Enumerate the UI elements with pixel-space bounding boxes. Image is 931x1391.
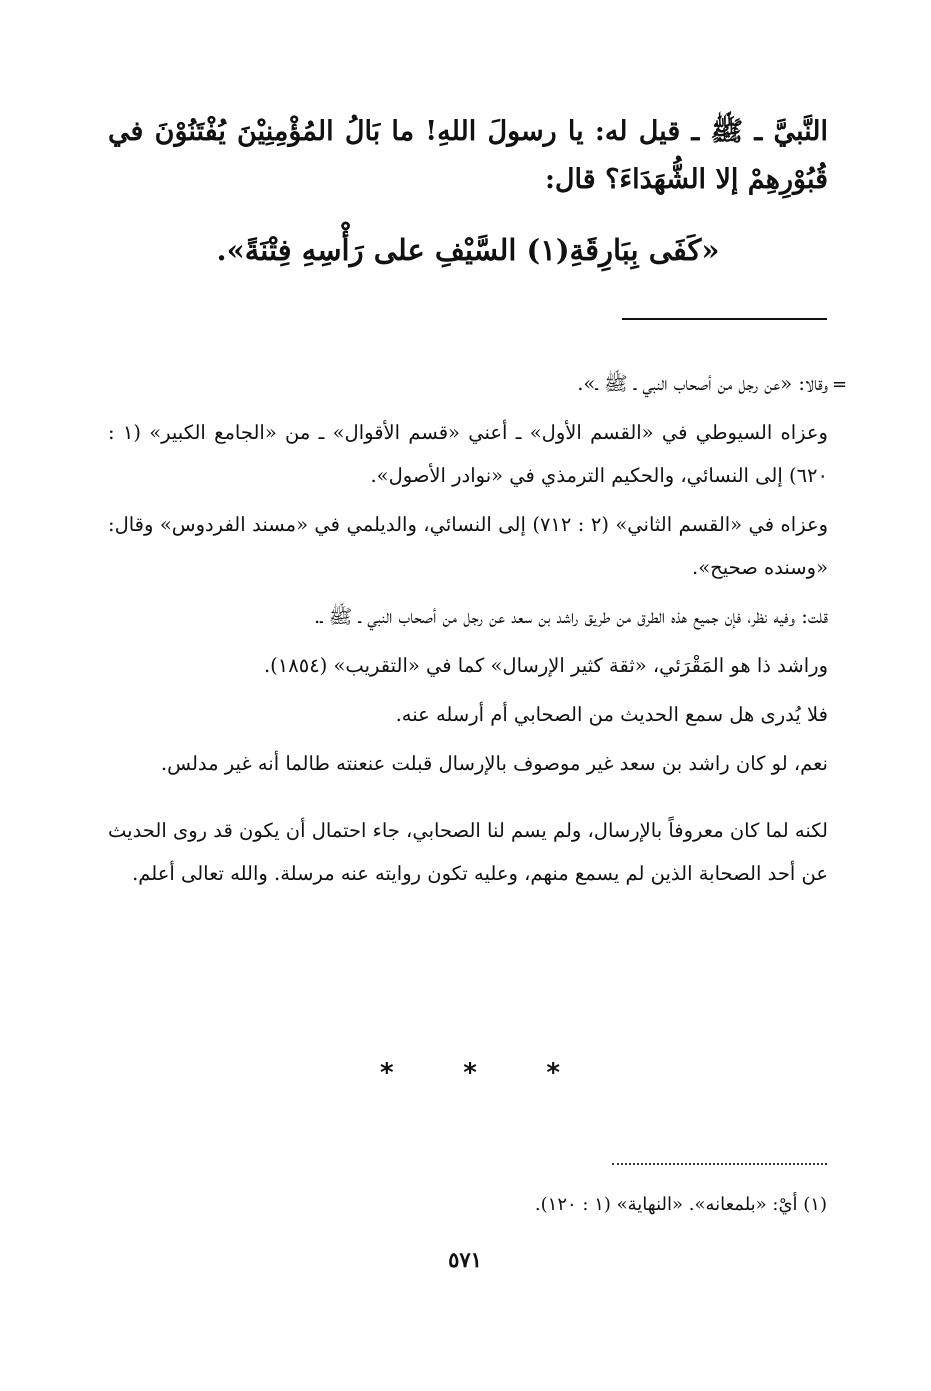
section-divider-stars (380, 1058, 560, 1088)
note-paragraph: قلت: وفيه نظر، فإن جميع هذه الطرق من طريق راشد بن سعد عن رجل من أصحاب النبي ـ ﷺ ـ. (313, 605, 828, 628)
continuation-mark: = (832, 374, 848, 395)
hadith-quote: «كَفَى بِبَارِقَةِ(١) السَّيْفِ على رَأْسِهِ فِتْنَةً». (216, 233, 720, 267)
note-paragraph: وعزاه في «القسم الثاني» (٢ : ٧١٢) إلى النسائي، والديلمي في «مسند الفردوس» وقال: «وسنده صحيح». (108, 513, 829, 579)
footnote: (١) أيْ: «بلمعانه». «النهاية» (١ : ١٢٠). (534, 1194, 827, 1215)
star-icon: * (380, 1058, 394, 1088)
star-icon: * (463, 1058, 477, 1088)
note-paragraph: وراشد ذا هو المَقْرَئي، «ثقة كثير الإرسال» كما في «التقريب» (١٨٥٤). (263, 654, 828, 677)
hadith-text: النَّبيَّ ـ ﷺ ـ قيل له: يا رسولَ اللهِ! ما بَالُ المُؤْمِنِيْنَ يُفْتَنُوْنَ في قُبُوْرِهِمْ إلا الشُّهَدَاءَ؟ قال: (108, 116, 828, 195)
note-paragraph: لكنه لما كان معروفاً بالإرسال، ولم يسم لنا الصحابي، جاء احتمال أن يكون قد روى الحديث عن أحد الصحابة الذين لم يسمع منهم، وعليه تكون روايته عنه مرسلة. والله تعالى أعلم. (108, 819, 828, 885)
note-paragraph: نعم، لو كان راشد بن سعد غير موصوف بالإرسال قبلت عنعنته طالما أنه غير مدلس. (160, 752, 828, 775)
note-paragraph: وعزاه السيوطي في «القسم الأول» ـ أعني «قسم الأقوال» ـ من «الجامع الكبير» (١ : ٦٢٠) إلى النسائي، والحكيم الترمذي في «نوادر الأصول». (108, 421, 828, 487)
notes-section (108, 362, 828, 901)
page-number: ٥٧١ (448, 1247, 482, 1272)
footnote-dotted-line (612, 1163, 827, 1165)
star-icon: * (546, 1058, 560, 1088)
note-paragraph: فلا يُدرى هل سمع الحديث من الصحابي أم أرسله عنه. (395, 703, 828, 726)
note-paragraph: وقالا: «عن رجل من أصحاب النبي ـ ﷺ ـ». (577, 372, 828, 395)
footnote-separator-line (622, 318, 827, 320)
